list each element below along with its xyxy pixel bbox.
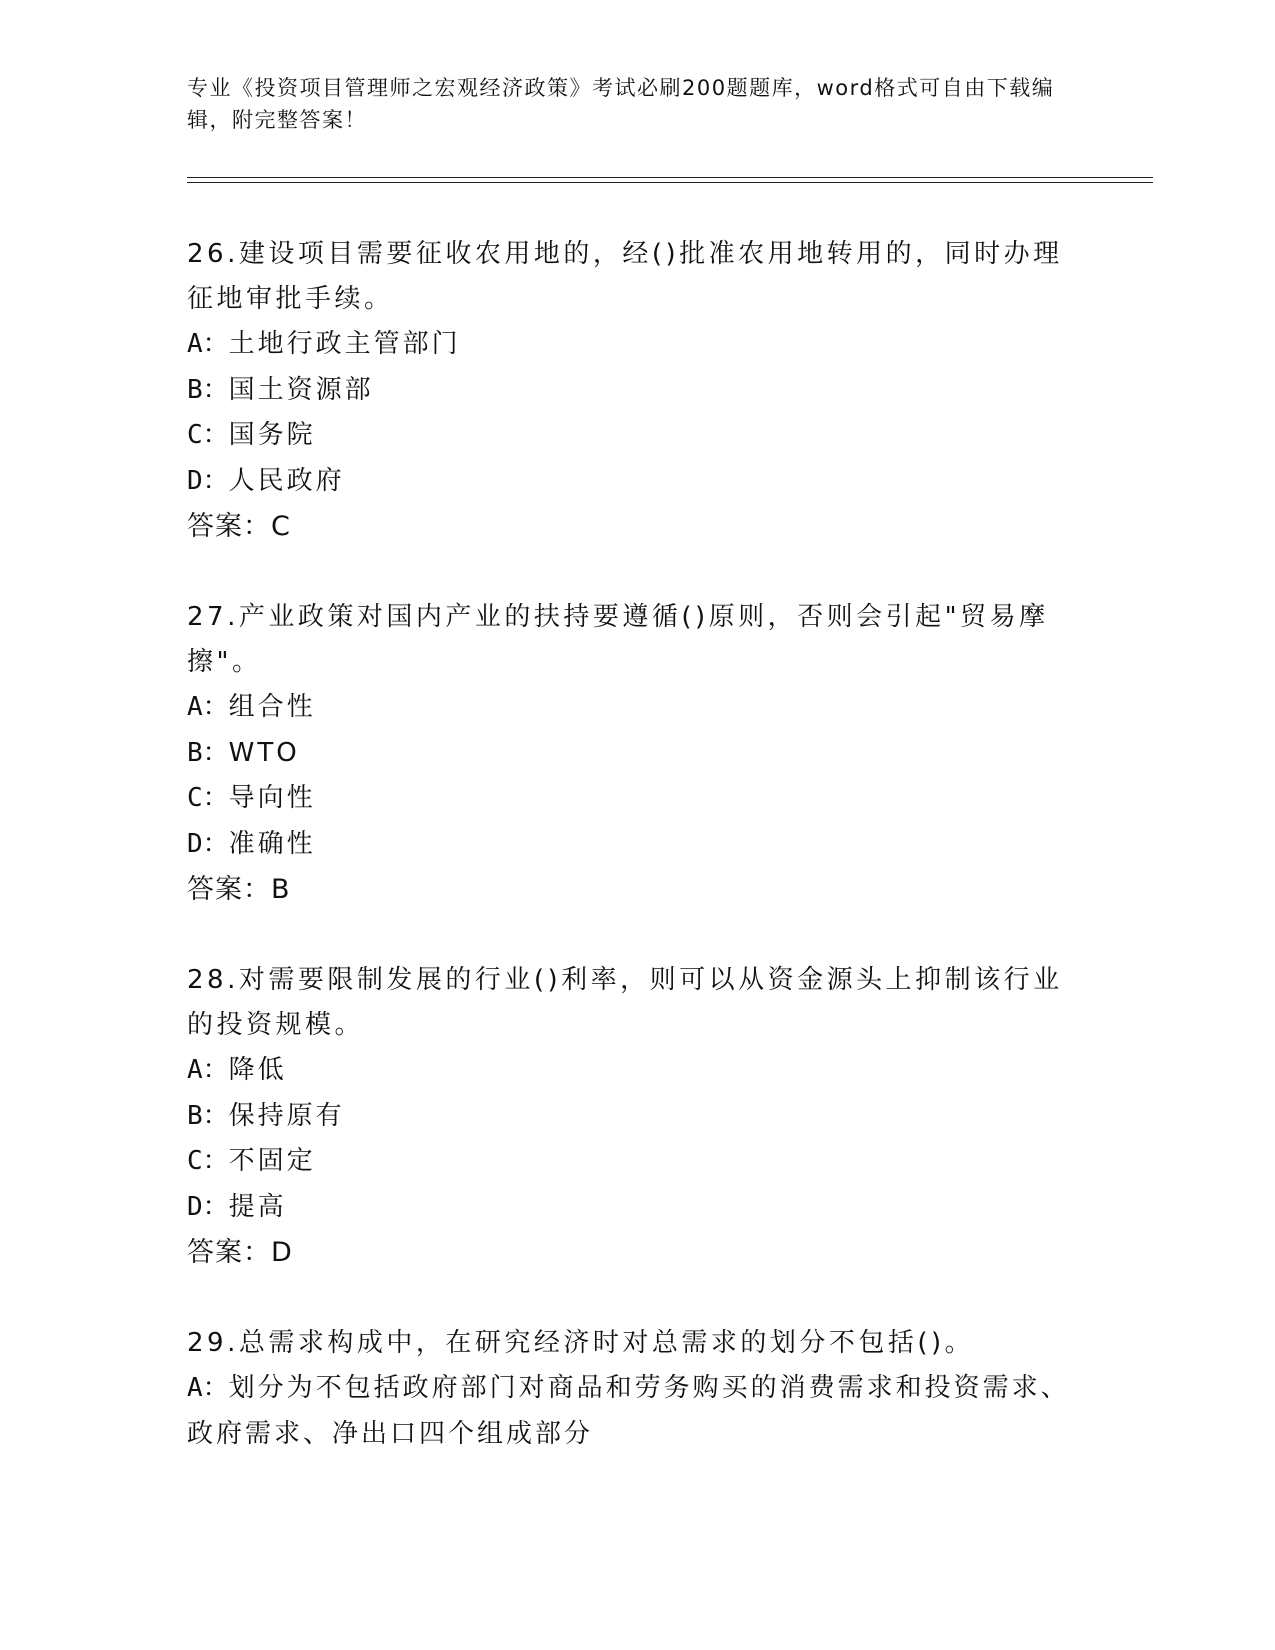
option-d [187, 822, 1087, 868]
option-text: 国务院 [228, 420, 316, 450]
option-a [187, 685, 1087, 731]
option-text: 土地行政主管部门 [228, 329, 461, 359]
question-stem: 29.总需求构成中，在研究经济时对总需求的划分不包括()。 [187, 1328, 975, 1358]
question-28 [187, 958, 1087, 1275]
header-divider-top [187, 177, 1153, 178]
option-letter: C： [187, 783, 229, 813]
option-letter: C： [187, 420, 229, 450]
question-26 [187, 232, 1087, 549]
option-letter: B： [187, 374, 229, 405]
option-letter: A： [187, 1373, 229, 1403]
option-text: 人民政府 [228, 465, 345, 496]
header-divider-bottom [187, 182, 1153, 183]
option-letter: A： [187, 692, 229, 722]
option-text: WTO [228, 737, 300, 768]
option-text: 组合性 [228, 692, 316, 722]
option-text: 提高 [228, 1191, 287, 1222]
answer-line: 答案：C [187, 511, 291, 542]
option-letter: B： [187, 737, 229, 768]
question-29 [187, 1321, 1087, 1457]
question-stem: 26.建设项目需要征收农用地的，经()批准农用地转用的，同时办理征地审批手续。 [187, 239, 1063, 314]
option-letter: A： [187, 329, 229, 359]
option-letter: C： [187, 1146, 229, 1176]
option-text: 保持原有 [228, 1100, 345, 1131]
option-letter: D： [187, 465, 229, 496]
option-letter: A： [187, 1055, 229, 1085]
option-a [187, 322, 1087, 368]
option-a [187, 1366, 1087, 1457]
option-b [187, 731, 1087, 777]
option-text: 导向性 [228, 783, 316, 813]
question-stem: 28.对需要限制发展的行业()利率，则可以从资金源头上抑制该行业的投资规模。 [187, 965, 1063, 1040]
option-c [187, 1139, 1087, 1185]
option-b [187, 368, 1087, 414]
option-letter: D： [187, 1191, 229, 1222]
option-c [187, 776, 1087, 822]
answer-line: 答案：B [187, 874, 291, 905]
option-letter: D： [187, 828, 229, 859]
option-text: 国土资源部 [228, 374, 374, 405]
option-d [187, 459, 1087, 505]
option-letter: B： [187, 1100, 229, 1131]
option-a [187, 1048, 1087, 1094]
document-header: 专业《投资项目管理师之宏观经济政策》考试必刷200题题库，word格式可自由下载编辑，附完整答案！ [187, 76, 1055, 132]
answer-line: 答案：D [187, 1237, 293, 1268]
option-text: 不固定 [228, 1146, 316, 1176]
option-text: 准确性 [228, 828, 316, 859]
option-text: 划分为不包括政府部门对商品和劳务购买的消费需求和投资需求、政府需求、净出口四个组成部分 [187, 1373, 1070, 1449]
question-27 [187, 595, 1087, 912]
question-stem: 27.产业政策对国内产业的扶持要遵循()原则，否则会引起"贸易摩擦"。 [187, 602, 1049, 677]
option-c [187, 413, 1087, 459]
option-text: 降低 [228, 1055, 287, 1085]
option-b [187, 1094, 1087, 1140]
option-d [187, 1185, 1087, 1231]
